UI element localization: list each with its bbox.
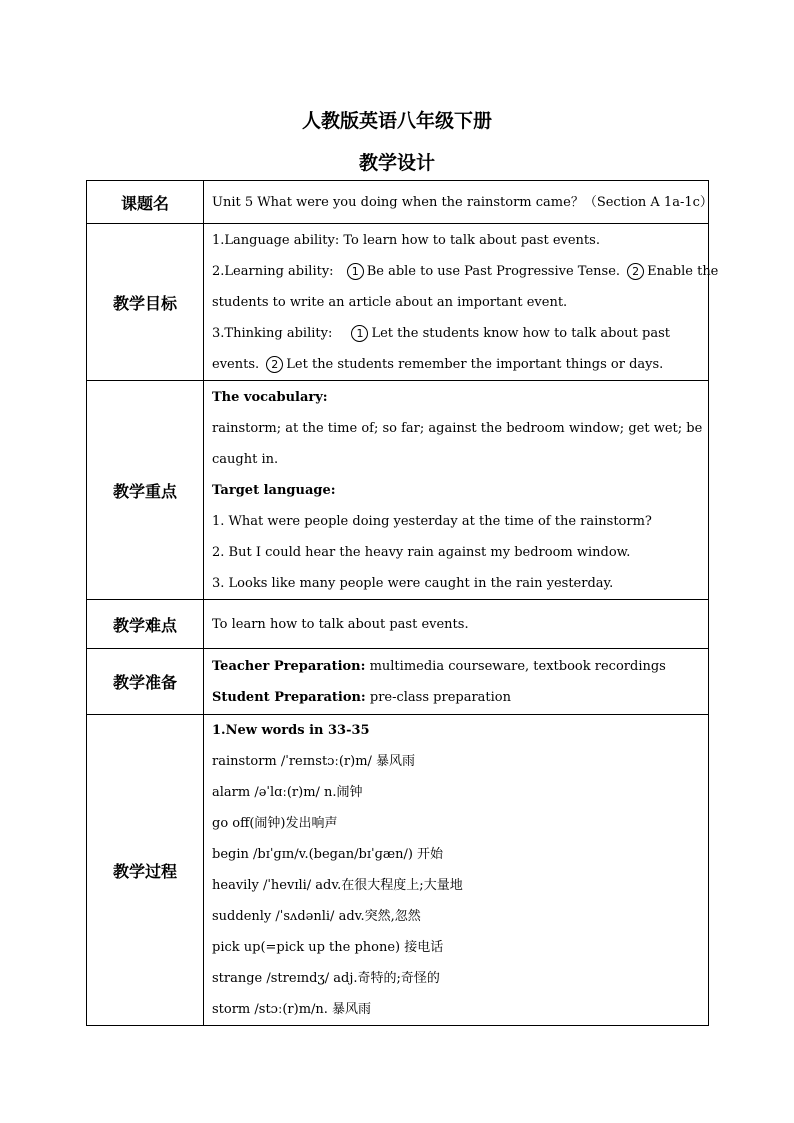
process-cell (204, 715, 709, 1026)
lesson-plan-table (86, 180, 719, 1026)
circled-number-2: 2 (627, 263, 644, 280)
difficulty-label: 教学难点 (87, 600, 204, 649)
preparation-label: 教学准备 (87, 649, 204, 715)
topic-label: 课题名 (87, 181, 204, 224)
vocab-entry: alarm /əˈlɑː(r)m/ n.闹钟 (212, 785, 363, 800)
teacher-preparation-text: multimedia courseware, textbook recordings (369, 658, 666, 674)
goals-line-2 (212, 256, 719, 287)
goals-line-4-prefix: 3.Thinking ability: (212, 325, 333, 341)
goals-line-5 (212, 349, 701, 380)
new-words-heading: 1.New words in 33-35 (212, 723, 370, 738)
student-preparation-text: pre-class preparation (369, 689, 512, 705)
target-language-heading: Target language: (212, 482, 336, 498)
vocab-entry: go off(闹钟)发出响声 (212, 816, 338, 831)
document-title: 人教版英语八年级下册 (301, 110, 492, 132)
target-sentence: 2. But I could hear the heavy rain against my bedroom window. (212, 544, 631, 560)
teacher-preparation-label: Teacher Preparation: (212, 658, 366, 674)
vocab-entry: storm /stɔː(r)m/n. 暴风雨 (212, 1002, 372, 1017)
preparation-cell (204, 649, 709, 715)
vocab-line-2: caught in. (212, 451, 279, 467)
document-subtitle: 教学设计 (358, 152, 435, 174)
vocab-entry: begin /bɪˈɡɪn/v.(began/bɪˈɡæn/) 开始 (212, 847, 444, 862)
vocab-entry: suddenly /ˈsʌdənli/ adv.突然,忽然 (212, 909, 421, 924)
topic-cell (204, 181, 713, 224)
teacher-preparation (212, 651, 701, 682)
key-points-row (87, 381, 709, 600)
circled-number-1: 1 (351, 325, 368, 342)
key-points-label: 教学重点 (87, 381, 204, 600)
circled-number-1: 1 (347, 263, 364, 280)
student-preparation-label: Student Preparation: (212, 689, 366, 705)
difficulty-cell (204, 600, 709, 649)
goals-line-2-prefix: 2.Learning ability: (212, 263, 334, 279)
process-label: 教学过程 (87, 715, 204, 1026)
goals-line-3: students to write an article about an important event. (212, 294, 568, 310)
vocab-entry: pick up(=pick up the phone) 接电话 (212, 940, 444, 955)
circled-number-2: 2 (266, 356, 283, 373)
preparation-row (87, 649, 709, 715)
target-sentence: 3. Looks like many people were caught in the rain yesterday. (212, 575, 614, 591)
vocab-line-1: rainstorm; at the time of; so far; against the bedroom window; get wet; be (212, 420, 703, 436)
process-row (87, 715, 709, 1026)
vocab-entry: heavily /ˈhevɪli/ adv.在很大程度上;大量地 (212, 878, 463, 893)
goals-line-2-b: Enable the (647, 263, 719, 279)
goals-label: 教学目标 (87, 224, 204, 381)
topic-row (87, 181, 709, 224)
difficulty-text: To learn how to talk about past events. (212, 616, 469, 632)
target-sentence: 1. What were people doing yesterday at the time of the rainstorm? (212, 513, 652, 529)
goals-line-1: 1.Language ability: To learn how to talk about past events. (212, 232, 600, 248)
goals-line-5-prefix: events. (212, 356, 260, 372)
difficulty-row (87, 600, 709, 649)
vocab-entry: strange /streɪndʒ/ adj.奇特的;奇怪的 (212, 971, 440, 986)
key-points-cell (204, 381, 709, 600)
student-preparation (212, 682, 701, 713)
goals-row (87, 224, 709, 381)
goals-cell (204, 224, 719, 381)
vocab-entry: rainstorm /ˈreɪnstɔː(r)m/ 暴风雨 (212, 754, 416, 769)
goals-line-4-a: Let the students know how to talk about past (371, 325, 670, 341)
goals-line-4 (212, 318, 701, 349)
goals-line-2-a: Be able to use Past Progressive Tense. (366, 263, 621, 279)
topic-text: Unit 5 What were you doing when the rainstorm came？（Section A 1a-1c） (212, 194, 713, 210)
vocab-heading: The vocabulary: (212, 389, 328, 405)
goals-line-5-a: Let the students remember the important things or days. (286, 356, 664, 372)
